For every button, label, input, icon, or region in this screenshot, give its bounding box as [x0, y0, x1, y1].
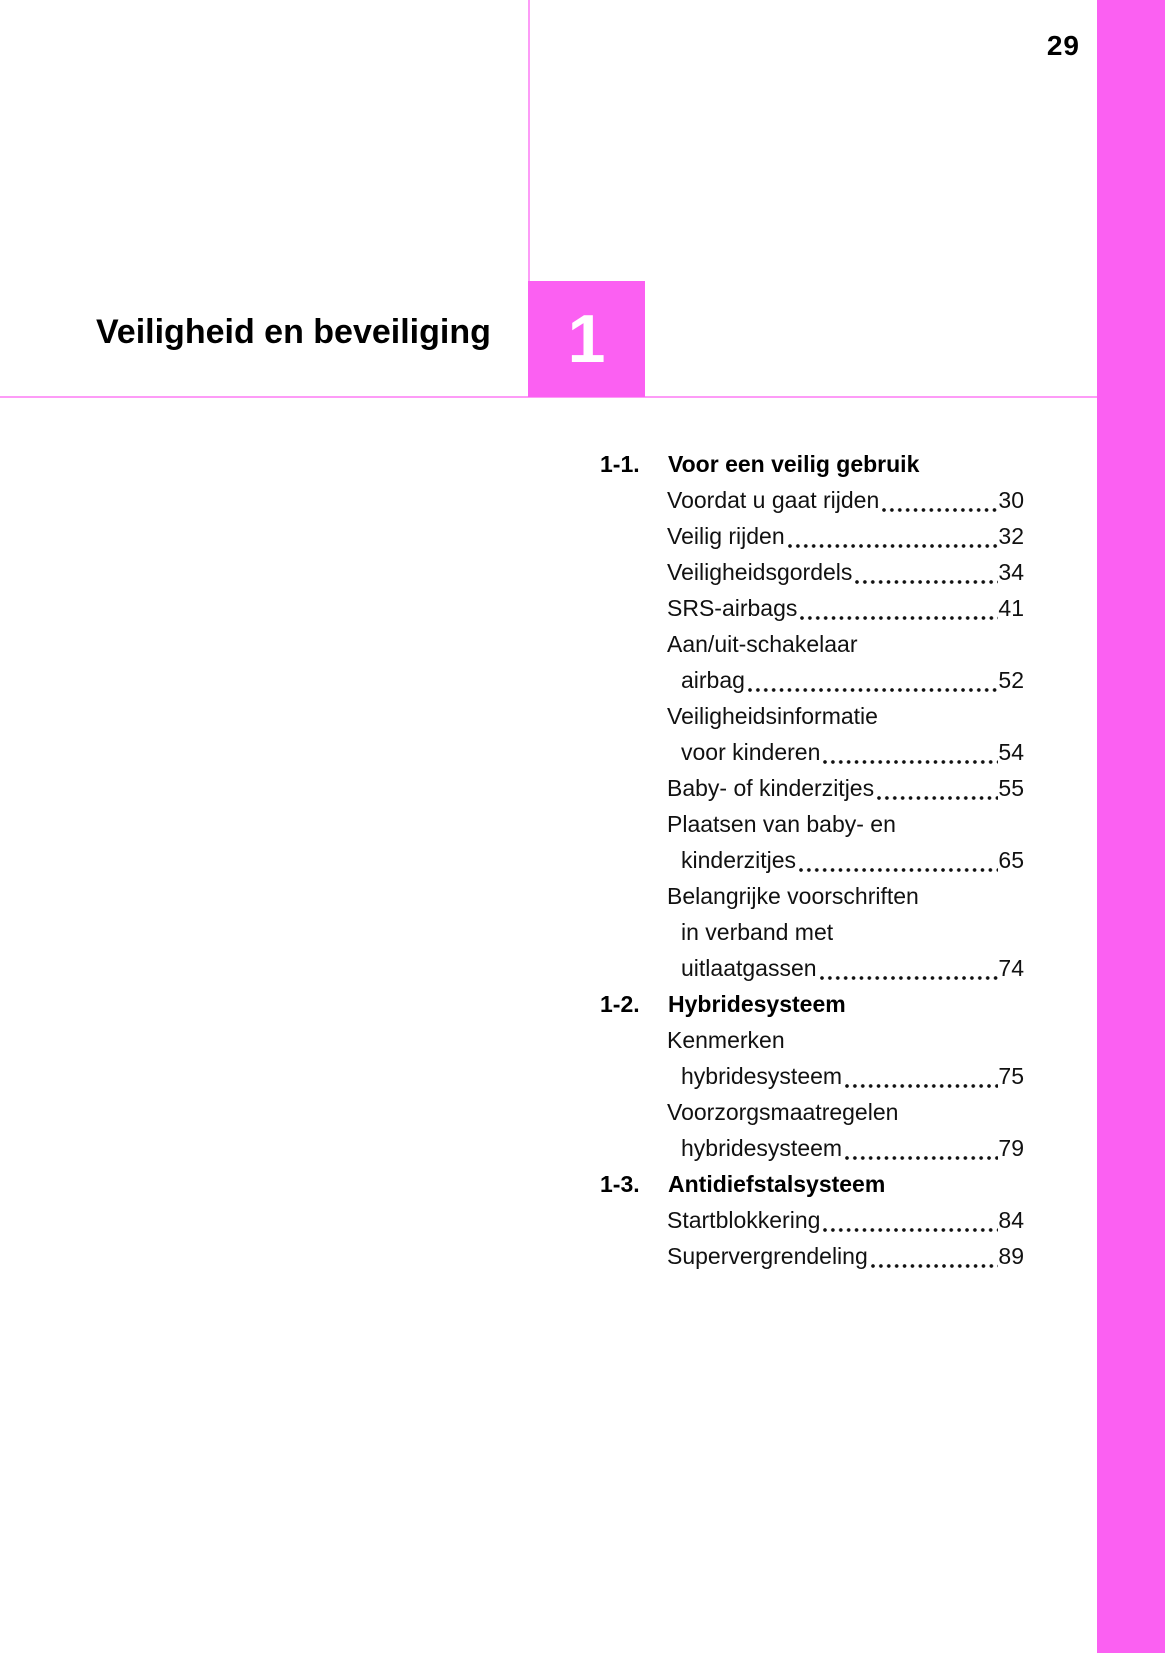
- toc-page-number: 84: [998, 1207, 1024, 1233]
- page-number: 29: [1046, 30, 1080, 61]
- toc-item-text: in verband met: [681, 919, 834, 945]
- toc-section-title: Hybridesysteem: [668, 991, 846, 1017]
- toc-page-number: 41: [998, 595, 1024, 621]
- dot-leader: [788, 543, 999, 549]
- dot-leader: [823, 759, 998, 765]
- toc-item-text: Baby- of kinderzitjes: [667, 775, 875, 801]
- toc-item-text: hybridesysteem: [681, 1063, 843, 1089]
- toc-item-line: [600, 878, 1024, 914]
- toc-item-line: [600, 518, 1024, 554]
- toc-section-title: Voor een veilig gebruik: [668, 451, 920, 477]
- toc-page-number: 79: [998, 1135, 1024, 1161]
- toc-item-text: Belangrijke voorschriften: [667, 883, 919, 909]
- toc-section: [600, 1166, 1024, 1274]
- toc-item-text: SRS-airbags: [667, 595, 798, 621]
- dot-leader: [871, 1263, 999, 1269]
- toc-item-text: hybridesysteem: [681, 1135, 843, 1161]
- toc-item-line: [600, 482, 1024, 518]
- toc-item-line: [600, 1238, 1024, 1274]
- toc-section-heading: [600, 986, 1024, 1022]
- dot-leader: [845, 1155, 998, 1161]
- toc-section-number: 1-1.: [600, 451, 640, 477]
- toc-item-line: [600, 626, 1024, 662]
- chapter-edge-bar: [1097, 0, 1165, 1653]
- toc-item-line: [600, 914, 1024, 950]
- dot-leader: [845, 1083, 998, 1089]
- dot-leader: [820, 975, 999, 981]
- toc-item-text: Voorzorgsmaatregelen: [667, 1099, 899, 1125]
- toc-item-line: [600, 842, 1024, 878]
- chapter-number-badge: [528, 281, 645, 397]
- toc-item-text: Aan/uit-schakelaar: [667, 631, 858, 657]
- toc-item-text: voor kinderen: [681, 739, 821, 765]
- toc-section: [600, 986, 1024, 1166]
- toc-page-number: 75: [998, 1063, 1024, 1089]
- dot-leader: [799, 867, 998, 873]
- toc-item-text: Kenmerken: [667, 1027, 785, 1053]
- toc-page-number: 55: [998, 775, 1024, 801]
- toc-item-text: Veiligheidsinformatie: [667, 703, 878, 729]
- toc-item-text: kinderzitjes: [681, 847, 797, 873]
- toc-item-line: [600, 806, 1024, 842]
- toc-item-line: [600, 698, 1024, 734]
- toc-item-line: [600, 950, 1024, 986]
- toc-item-line: [600, 1058, 1024, 1094]
- toc-item-text: uitlaatgassen: [681, 955, 817, 981]
- chapter-number: 1: [567, 301, 606, 377]
- toc-page-number: 30: [998, 487, 1024, 513]
- toc-item-line: [600, 734, 1024, 770]
- toc-section-heading: [600, 1166, 1024, 1202]
- toc-section-number: 1-2.: [600, 991, 640, 1017]
- toc-item-text: airbag: [681, 667, 745, 693]
- chapter-title: Veiligheid en beveiliging: [96, 313, 491, 351]
- toc-section: [600, 446, 1024, 986]
- dot-leader: [882, 507, 998, 513]
- toc-item-line: [600, 1022, 1024, 1058]
- toc-item-line: [600, 554, 1024, 590]
- toc-page-number: 54: [998, 739, 1024, 765]
- vertical-rule: [528, 0, 530, 282]
- toc-page-number: 89: [998, 1243, 1024, 1269]
- table-of-contents: [600, 446, 1024, 1274]
- toc-item-line: [600, 1202, 1024, 1238]
- toc-item-line: [600, 1130, 1024, 1166]
- toc-item-line: [600, 770, 1024, 806]
- toc-item-text: Startblokkering: [667, 1207, 821, 1233]
- dot-leader: [855, 579, 998, 585]
- dot-leader: [877, 795, 998, 801]
- toc-section-heading: [600, 446, 1024, 482]
- toc-item-line: [600, 590, 1024, 626]
- toc-item-text: Veilig rijden: [667, 523, 785, 549]
- toc-page-number: 32: [998, 523, 1024, 549]
- toc-page-number: 74: [998, 955, 1024, 981]
- toc-item-text: Plaatsen van baby- en: [667, 811, 896, 837]
- dot-leader: [748, 687, 998, 693]
- toc-item-text: Voordat u gaat rijden: [667, 487, 880, 513]
- dot-leader: [823, 1227, 998, 1233]
- dot-leader: [800, 615, 998, 621]
- toc-page-number: 52: [998, 667, 1024, 693]
- toc-page-number: 34: [998, 559, 1024, 585]
- toc-section-number: 1-3.: [600, 1171, 640, 1197]
- toc-page-number: 65: [998, 847, 1024, 873]
- toc-item-line: [600, 1094, 1024, 1130]
- toc-item-line: [600, 662, 1024, 698]
- toc-item-text: Veiligheidsgordels: [667, 559, 853, 585]
- toc-section-title: Antidiefstalsysteem: [668, 1171, 886, 1197]
- toc-item-text: Supervergrendeling: [667, 1243, 868, 1269]
